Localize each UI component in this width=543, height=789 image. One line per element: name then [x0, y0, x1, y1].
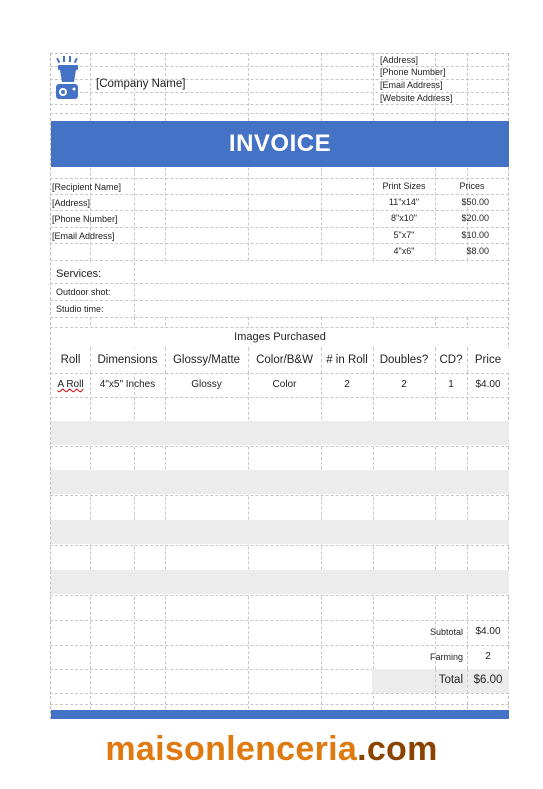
- table-cell-dimensions: 4"x5" Inches: [99, 379, 156, 390]
- grid-line: [435, 348, 436, 373]
- print-sizes-header: Print Sizes: [382, 181, 426, 191]
- grid-line: [50, 704, 509, 705]
- column-header-dimensions: Dimensions: [97, 354, 158, 366]
- grid-line: [50, 300, 509, 301]
- studio-time-label: Studio time:: [56, 304, 104, 314]
- company-address: [Address]: [380, 55, 419, 65]
- table-cell-in-roll: 2: [344, 379, 350, 390]
- services-block: [51, 263, 508, 317]
- column-header-cd: CD?: [439, 354, 463, 366]
- grid-line: [50, 104, 509, 105]
- watermark: [0, 730, 543, 769]
- grid-line: [467, 348, 468, 373]
- grid-line: [90, 348, 91, 373]
- table-cell-doubles: 2: [401, 379, 407, 390]
- outdoor-shot-label: Outdoor shot:: [56, 287, 111, 297]
- grid-line: [134, 263, 135, 317]
- subtotal-value: $4.00: [475, 626, 501, 637]
- camera-flash-icon: [54, 56, 84, 102]
- grid-line: [50, 194, 509, 195]
- grid-line: [50, 645, 509, 646]
- grid-line: [165, 348, 166, 373]
- grid-line: [50, 260, 509, 261]
- column-header-roll: Roll: [60, 354, 81, 366]
- watermark-tld: .com: [357, 730, 438, 768]
- grid-line: [248, 348, 249, 373]
- column-header-doubles: Doubles?: [379, 354, 429, 366]
- company-name: [Company Name]: [96, 78, 186, 90]
- total-label: Total: [438, 674, 463, 686]
- grid-line: [50, 495, 509, 496]
- grid-line: [50, 317, 509, 318]
- column-header-color-bw: Color/B&W: [256, 354, 313, 366]
- table-cell-finish: Glossy: [191, 379, 222, 390]
- shaded-row: [51, 421, 509, 445]
- table-cell-price: $4.00: [475, 379, 501, 390]
- print-size: 8"x10": [391, 213, 417, 223]
- recipient-name: [Recipient Name]: [52, 182, 122, 192]
- company-phone: [Phone Number]: [380, 67, 446, 77]
- grid-line: [50, 227, 509, 228]
- shaded-row: [51, 470, 509, 494]
- print-price: $20.00: [461, 213, 489, 223]
- services-label: Services:: [56, 268, 102, 280]
- roll-value: A Roll: [57, 379, 84, 390]
- images-purchased-title: Images Purchased: [234, 331, 326, 343]
- column-header-in-roll: # in Roll: [326, 354, 368, 366]
- table-cell-color: Color: [272, 379, 297, 390]
- total-value: $6.00: [473, 674, 503, 686]
- recipient-address: [Address]: [52, 198, 91, 208]
- grid-line: [321, 348, 322, 373]
- print-price: $10.00: [461, 230, 489, 240]
- grid-line: [50, 397, 509, 398]
- grid-line: [50, 113, 509, 114]
- column-header-price: Price: [474, 354, 502, 366]
- footer-band: [51, 710, 509, 719]
- recipient-email: [Email Address]: [52, 231, 115, 241]
- grid-line: [50, 178, 509, 179]
- prices-header: Prices: [459, 181, 485, 191]
- grid-line: [373, 348, 374, 373]
- farming-label: Farming: [429, 652, 463, 662]
- shaded-row: [51, 570, 509, 594]
- table-cell-cd: 1: [448, 379, 454, 390]
- company-website: [Website Address]: [380, 93, 453, 103]
- invoice-title: INVOICE: [228, 130, 332, 157]
- company-email: [Email Address]: [380, 80, 443, 90]
- column-header-glossy-matte: Glossy/Matte: [172, 354, 241, 366]
- grid-line: [50, 283, 509, 284]
- print-size: 5"x7": [393, 230, 415, 240]
- print-price: $8.00: [466, 246, 489, 256]
- print-size: 4"x6": [393, 246, 415, 256]
- grid-line: [50, 210, 509, 211]
- grid-line: [50, 620, 509, 621]
- grid-line: [50, 243, 509, 244]
- grid-line: [50, 693, 509, 694]
- grid-line: [50, 545, 509, 546]
- grid-line: [50, 446, 509, 447]
- shaded-row: [51, 520, 509, 544]
- watermark-name: maisonlenceria: [105, 730, 358, 768]
- print-size: 11"x14": [388, 197, 420, 207]
- farming-value: 2: [485, 651, 491, 662]
- grid-line: [50, 595, 509, 596]
- print-price: $50.00: [461, 197, 489, 207]
- table-cell-roll: [51, 373, 90, 397]
- subtotal-label: Subtotal: [429, 627, 463, 637]
- recipient-phone: [Phone Number]: [52, 214, 118, 224]
